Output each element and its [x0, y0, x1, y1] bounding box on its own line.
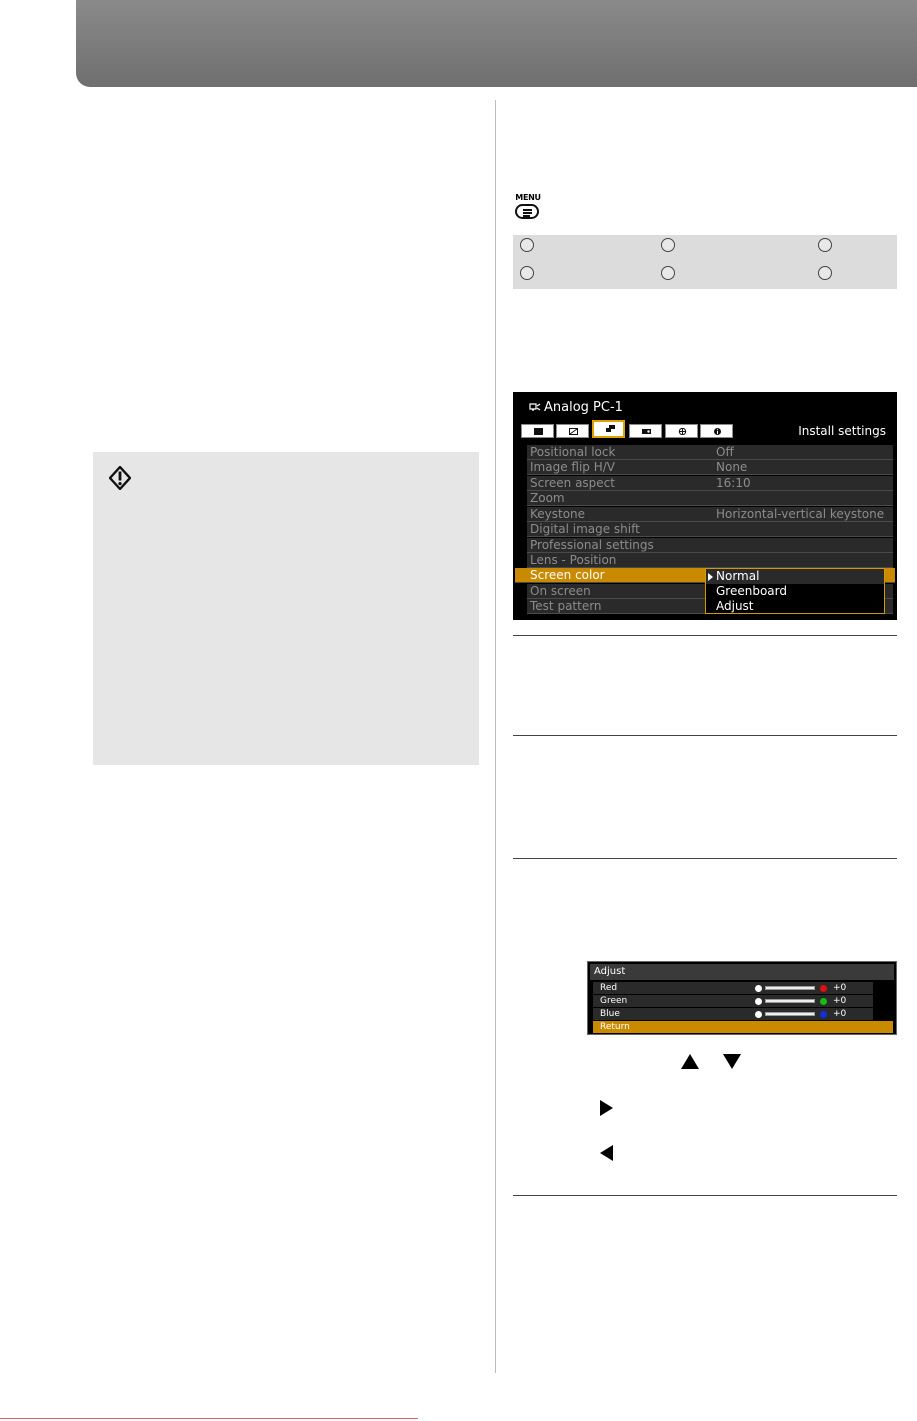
section-rule: [513, 735, 897, 736]
osd-row-professional-settings[interactable]: Professional settings: [527, 538, 893, 553]
footer-line: [0, 1418, 418, 1419]
slider-track[interactable]: [765, 999, 815, 1003]
popup-option-adjust[interactable]: Adjust: [716, 599, 754, 613]
section-rule: [513, 635, 897, 636]
popup-option-normal[interactable]: Normal: [706, 569, 884, 584]
red-dot-icon: [820, 985, 827, 992]
slider-min-dot: [755, 985, 762, 992]
osd-row-digital-image-shift[interactable]: Digital image shift: [527, 522, 893, 537]
section-rule: [513, 1195, 897, 1196]
osd-input-title: [529, 401, 623, 415]
circle-marker: [818, 266, 832, 280]
osd-row-lens-position[interactable]: Lens - Position: [527, 553, 893, 568]
popup-option-greenboard[interactable]: Greenboard: [716, 584, 787, 598]
osd-row-test-pattern[interactable]: Test pattern: [527, 599, 893, 614]
osd-row-image-flip[interactable]: Image flip H/V None: [527, 460, 893, 475]
osd-row-positional-lock[interactable]: Positional lock Off: [527, 445, 893, 460]
column-divider: [495, 100, 496, 1373]
slider-min-dot: [755, 1011, 762, 1018]
osd-menu-screenshot: [513, 392, 897, 620]
adjust-row-return[interactable]: Return: [593, 1021, 893, 1033]
tab-image-adjustment[interactable]: [521, 424, 554, 438]
up-arrow-icon: [681, 1054, 699, 1069]
blue-dot-icon: [820, 1011, 827, 1018]
osd-row-on-screen[interactable]: On screen: [527, 584, 893, 599]
caution-box: [93, 452, 479, 765]
circle-marker: [520, 266, 534, 280]
page-header-bar: [76, 0, 917, 87]
circle-marker: [661, 266, 675, 280]
osd-row-zoom[interactable]: Zoom: [527, 491, 893, 506]
tab-information[interactable]: [700, 424, 733, 438]
adjust-row-blue[interactable]: Blue +0: [593, 1008, 873, 1020]
osd-input-name: Analog PC-1: [544, 400, 623, 415]
green-dot-icon: [820, 998, 827, 1005]
tab-network-settings[interactable]: [665, 424, 698, 438]
section-rule: [513, 858, 897, 859]
osd-row-screen-aspect[interactable]: Screen aspect 16:10: [527, 476, 893, 491]
screen-color-popup: [705, 568, 885, 614]
caution-icon: [109, 466, 131, 490]
menu-button-label: MENU: [515, 193, 541, 202]
circle-marker: [661, 238, 675, 252]
left-arrow-icon: [600, 1145, 613, 1161]
osd-row-keystone[interactable]: Keystone Horizontal-vertical keystone: [527, 507, 893, 522]
tab-install-settings[interactable]: [592, 420, 625, 438]
osd-section-title: Install settings: [798, 424, 886, 438]
selection-arrow-icon: [708, 573, 713, 581]
circle-marker: [520, 238, 534, 252]
right-arrow-icon: [600, 1100, 613, 1116]
adjust-row-green[interactable]: Green +0: [593, 995, 873, 1007]
slider-track[interactable]: [765, 986, 815, 990]
input-source-icon: [529, 402, 541, 412]
down-arrow-icon: [723, 1054, 741, 1069]
osd-row-screen-color[interactable]: Screen color: [515, 568, 895, 583]
menu-button-icon: [513, 194, 543, 224]
tab-input-settings[interactable]: [556, 424, 589, 438]
slider-min-dot: [755, 998, 762, 1005]
tab-system-settings[interactable]: [629, 424, 662, 438]
circle-marker: [818, 238, 832, 252]
adjust-dialog-screenshot: [587, 961, 897, 1035]
adjust-row-red[interactable]: Red +0: [593, 982, 873, 994]
input-selector-table: [513, 235, 897, 289]
adjust-dialog-title: Adjust: [590, 964, 894, 980]
slider-track[interactable]: [765, 1012, 815, 1016]
